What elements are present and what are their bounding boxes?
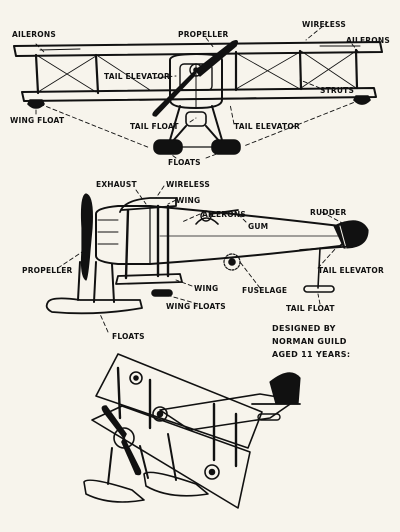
label-side-floats: FLOATS (112, 332, 145, 341)
label-front-tail-elevator-lower: TAIL ELEVATOR (234, 122, 300, 131)
side-roundel (224, 254, 240, 270)
label-front-wing-float: WING FLOAT (10, 116, 65, 125)
label-front-struts: STRUTS (320, 86, 355, 95)
label-side-wing-floats: WING FLOATS (166, 302, 226, 311)
label-front-wireless: WIRELESS (302, 20, 346, 29)
label-side-propeller: PROPELLER (22, 266, 73, 275)
label-side-gun: GUM (248, 222, 269, 231)
front-tail-float (186, 112, 206, 126)
side-wing-float (152, 290, 172, 296)
front-wing-float-right (354, 96, 370, 104)
front-float-right (212, 140, 240, 154)
label-front-ailerons-left: AILERONS (12, 30, 56, 39)
label-side-exhaust: EXHAUST (96, 180, 137, 189)
credit-line-2: NORMAN GUILD (272, 337, 347, 346)
credit-line-3: AGED 11 YEARS: (272, 350, 351, 359)
label-side-fuselage: FUSELAGE (242, 286, 288, 295)
label-front-tail-float: TAIL FLOAT (130, 122, 179, 131)
label-side-ailerons: AILERONS (202, 210, 246, 219)
side-rudder (334, 221, 368, 248)
label-side-rudder: RUDDER (310, 208, 347, 217)
perspective-propeller (102, 406, 140, 475)
label-side-wireless: WIRELESS (166, 180, 210, 189)
perspective-float-left (84, 480, 144, 502)
label-front-ailerons-right: AILERONS (346, 36, 390, 45)
label-side-wing-top: WING (176, 196, 201, 205)
side-main-float (47, 298, 142, 313)
label-front-tail-elevator-upper: TAIL ELEVATOR (104, 72, 170, 81)
label-side-tail-float: TAIL FLOAT (286, 304, 335, 313)
label-front-propeller: PROPELLER (178, 30, 229, 39)
side-propeller (82, 194, 93, 280)
label-side-wing: WING (194, 284, 219, 293)
credit-line-1: DESIGNED BY (272, 324, 336, 333)
perspective-view-drawing (84, 354, 300, 508)
label-side-tail-elevator: TAIL ELEVATOR (318, 266, 384, 275)
label-front-floats: FLOATS (168, 158, 201, 167)
perspective-tail (270, 373, 300, 404)
side-tail-float (304, 286, 334, 292)
